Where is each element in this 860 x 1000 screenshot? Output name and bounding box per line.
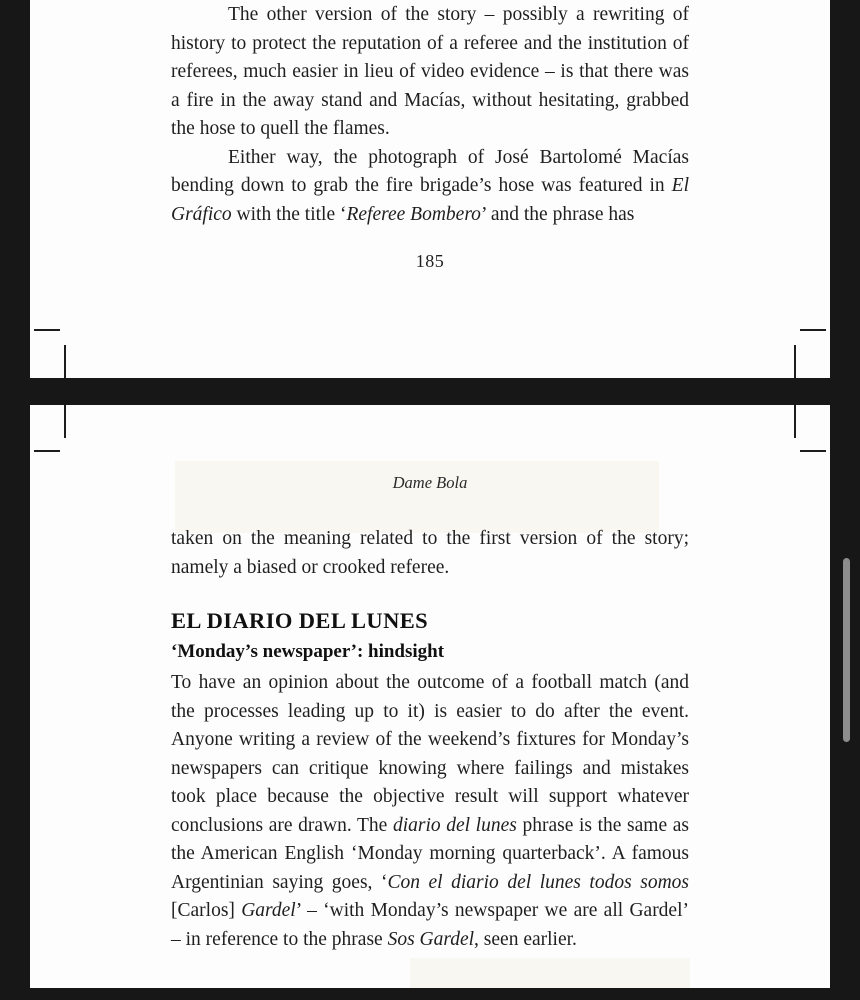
bottom-page-content xyxy=(30,405,830,988)
paragraph: Either way, the photograph of José Bartolomé Macías bending down to grab the fire brigade’s hose was featured in El Gráfico with the title ‘Referee Bombero’ and the phrase has xyxy=(171,146,689,225)
crop-mark xyxy=(794,405,796,438)
crop-mark xyxy=(794,345,796,378)
running-header: Dame Bola xyxy=(392,473,468,492)
crop-mark xyxy=(34,329,60,331)
crop-mark xyxy=(34,450,60,452)
intro-text xyxy=(171,525,689,582)
paragraph: The other version of the story – possibly a rewriting of history to protect the reputation of a referee and the institution of referees, much easier in lieu of video evidence – is that there was a fire in the away stand and Macías, without hesitating, grabbed the hose to quell the flames. xyxy=(171,4,689,139)
paragraph: To have an opinion about the outcome of a football match (and the processes leading up to it) is easier to do after the event. Anyone writing a review of the weekend’s fixtures for Monday’s newspapers can critique knowing where failings and mistakes took place because the objective result will support whatever conclusions are drawn. The diario del lunes phrase is the same as the American English ‘Monday morning quarterback’. A famous Argentinian saying goes, ‘Con el diario del lunes todos somos [Carlos] Gardel’ – ‘with Monday’s newspaper we are all Gardel’ – in reference to the phrase Sos Gardel, seen earlier. xyxy=(171,672,689,950)
sub-heading: ‘Monday’s newspaper’: hindsight xyxy=(171,641,445,662)
book-page-bottom xyxy=(30,405,830,988)
book-page-top xyxy=(30,0,830,378)
top-page-content xyxy=(30,0,830,378)
page-number: 185 xyxy=(415,251,445,271)
scrollbar-thumb[interactable] xyxy=(843,558,850,742)
section-heading: EL DIARIO DEL LUNES xyxy=(171,608,429,633)
crop-mark xyxy=(64,345,66,378)
crop-mark xyxy=(800,329,826,331)
crop-mark xyxy=(800,450,826,452)
top-page-text xyxy=(171,1,689,229)
paragraph: taken on the meaning related to the first version of the story; namely a biased or crooked referee. xyxy=(171,528,689,578)
crop-mark xyxy=(64,405,66,438)
body-text xyxy=(171,669,689,954)
